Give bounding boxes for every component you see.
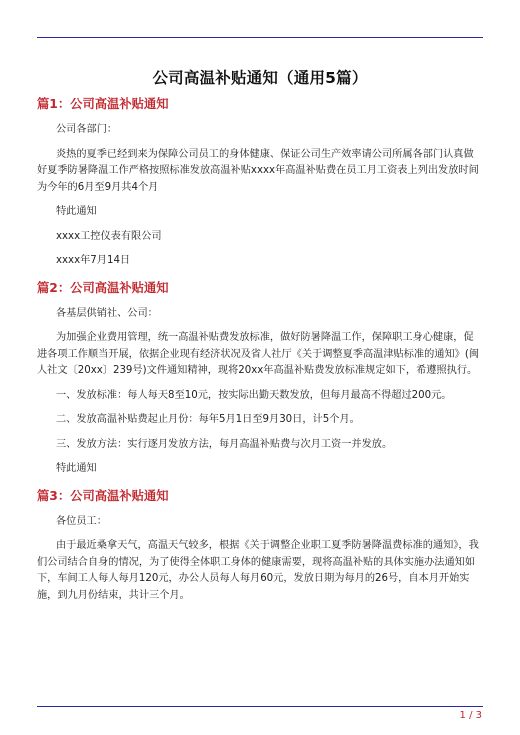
paragraph-date: xxxx年7月14日 — [56, 255, 131, 266]
section-heading-1: 篇1：公司高温补贴通知 — [37, 97, 169, 111]
paragraph-salutation: 各位员工： — [56, 515, 107, 527]
paragraph-closing: 特此通知 — [56, 206, 97, 217]
paragraph-item-3: 三、发放方法：实行逐月发放方法，每月高温补贴费与次月工资一并发放。 — [56, 438, 393, 450]
section-heading-2: 篇2：公司高温补贴通知 — [37, 280, 169, 295]
page-number: 1 / 3 — [459, 710, 482, 721]
paragraph-body: 炎热的夏季已经到来为保障公司员工的身体健康、保证公司生产效率请公司所属各部门认真做好夏季防暑降温工作严格按照标准发放高温补贴xxxx年高温补贴费在员工月工资表上列出发放时间为今年的6月至9月共4个月 — [37, 148, 479, 193]
paragraph-salutation: 各基层供销社、公司： — [56, 307, 158, 319]
paragraph-body: 由于最近桑拿天气，高温天气较多，根据《关于调整企业职工夏季防暑降温费标准的通知》，我们公司结合自身的情况，为了使得全体职工身体的健康需要，现将高温补贴的具体实施办法通知如下，车间工人每人每月120元，办公人员每人每月60元，发放日期为每月的26号，自本月开始实施，到九月份结束，共计三个月。 — [37, 540, 479, 601]
paragraph-salutation: 公司各部门： — [56, 124, 118, 135]
paragraph-item-1: 一、发放标准：每人每天8至10元，按实际出勤天数发放，但每月最高不得超过200元。 — [56, 389, 452, 401]
bottom-rule — [37, 706, 483, 707]
document-body — [37, 96, 483, 612]
section-heading-3: 篇3：公司高温补贴通知 — [37, 488, 169, 503]
top-rule — [37, 37, 483, 38]
paragraph-closing: 特此通知 — [56, 463, 97, 474]
paragraph-item-2: 二、发放高温补贴费起止月份：每年5月1日至9月30日，计5个月。 — [56, 414, 360, 425]
paragraph-signature: xxxx工控仪表有限公司 — [56, 230, 162, 242]
paragraph-body: 为加强企业费用管理，统一高温补贴费发放标准，做好防暑降温工作，保障职工身心健康，促进各项工作顺当开展，依据企业现有经济状况及省人社厅《关于调整夏季高温津贴标准的通知》(闽人社文〔20xx〕239号)文件通知精神，现将20xx年高温补贴费发放标准规定如下，希遵照执行。 — [37, 332, 480, 376]
document-title: 公司高温补贴通知（通用5篇） — [152, 69, 368, 87]
